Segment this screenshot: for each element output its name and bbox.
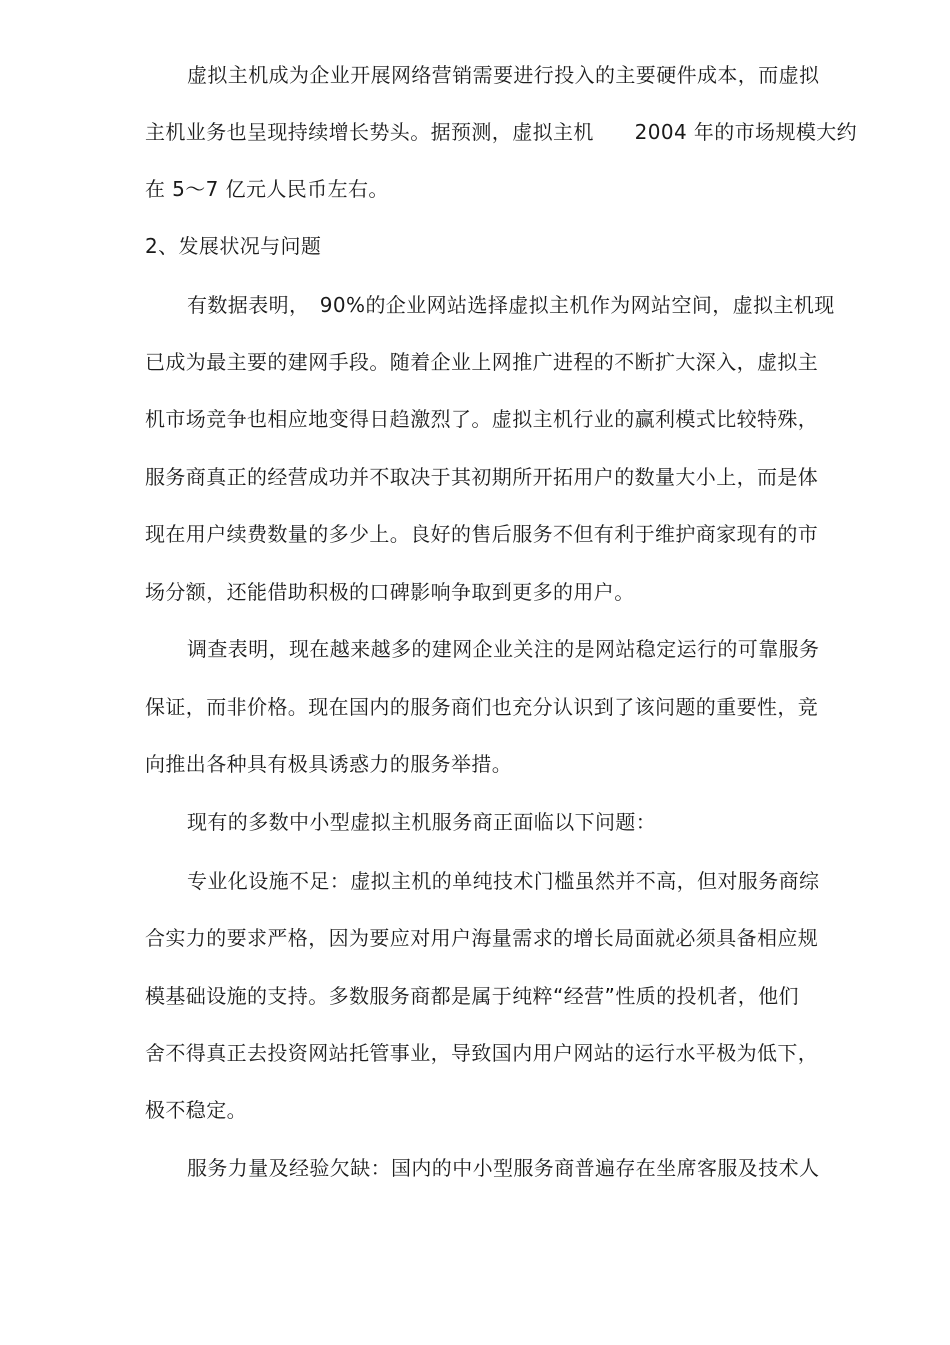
text-line: 舍不得真正去投资网站托管事业，导致国内用户网站的运行水平极为低下， xyxy=(145,1041,819,1065)
text-line: 合实力的要求严格，因为要应对用户海量需求的增长局面就必须具备相应规 xyxy=(145,926,819,950)
text-line: 虚拟主机成为企业开展网络营销需要进行投入的主要硬件成本，而虚拟 xyxy=(187,63,820,87)
text-line: 已成为最主要的建网手段。随着企业上网推广进程的不断扩大深入，虚拟主 xyxy=(145,350,819,374)
text-line: 极不稳定。 xyxy=(145,1098,247,1122)
text-line: 在 5～7 亿元人民币左右。 xyxy=(145,177,389,201)
text-line: 服务商真正的经营成功并不取决于其初期所开拓用户的数量大小上，而是体 xyxy=(145,465,819,489)
section-heading: 2、发展状况与问题 xyxy=(145,234,322,258)
text-line: 专业化设施不足：虚拟主机的单纯技术门槛虽然并不高，但对服务商综 xyxy=(187,869,820,893)
text-line: 模基础设施的支持。多数服务商都是属于纯粹“经营”性质的投机者，他们 xyxy=(145,984,799,1008)
text-line: 主机业务也呈现持续增长势头。据预测，虚拟主机 2004 年的市场规模大约 xyxy=(145,120,858,144)
text-line: 场分额，还能借助积极的口碑影响争取到更多的用户。 xyxy=(145,580,635,604)
text-line: 现在用户续费数量的多少上。良好的售后服务不但有利于维护商家现有的市 xyxy=(145,522,819,546)
text-line: 有数据表明， 90%的企业网站选择虚拟主机作为网站空间，虚拟主机现 xyxy=(187,293,835,317)
text-line: 机市场竞争也相应地变得日趋激烈了。虚拟主机行业的赢利模式比较特殊， xyxy=(145,407,819,431)
text-line: 现有的多数中小型虚拟主机服务商正面临以下问题： xyxy=(187,810,657,834)
text-line: 服务力量及经验欠缺：国内的中小型服务商普遍存在坐席客服及技术人 xyxy=(187,1156,820,1180)
text-line: 调查表明，现在越来越多的建网企业关注的是网站稳定运行的可靠服务 xyxy=(187,637,820,661)
text-line: 保证，而非价格。现在国内的服务商们也充分认识到了该问题的重要性，竞 xyxy=(145,695,819,719)
text-line: 向推出各种具有极具诱惑力的服务举措。 xyxy=(145,752,513,776)
